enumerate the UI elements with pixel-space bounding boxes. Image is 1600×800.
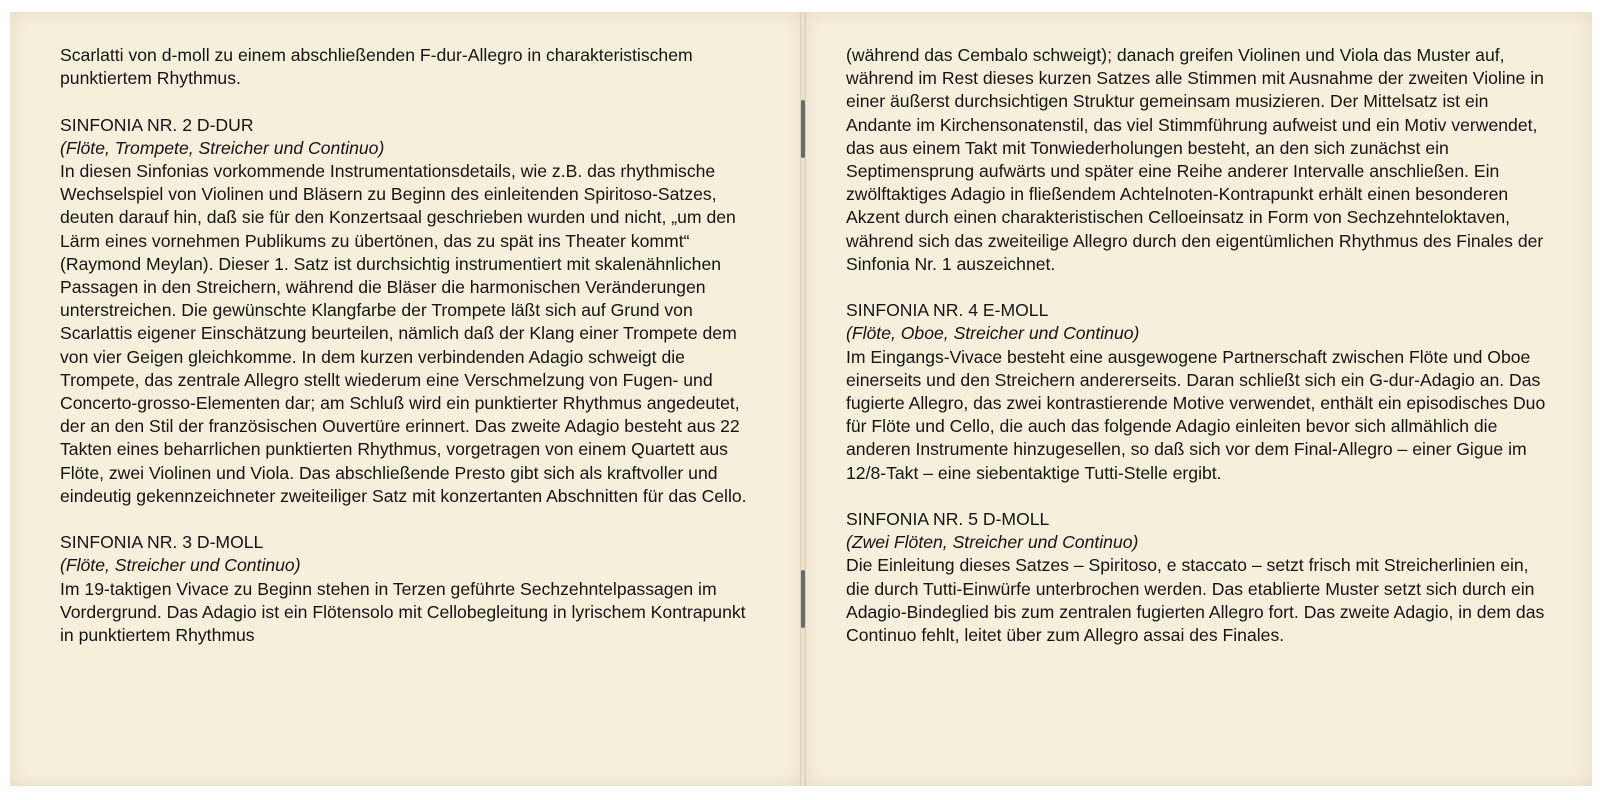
sinfonia-3-text: Im 19-taktigen Vivace zu Beginn stehen in Terzen geführte Sechzehntelpassagen im Vordergrund. Das Adagio ist ein Flötensolo mit Cellobegleitung in lyrischem Kontrapunkt in punktiertem Rhythmus (60, 578, 746, 646)
intro-paragraph: Scarlatti von d-moll zu einem abschließenden F-dur-Allegro in charakteristischem punktiertem Rhythmus. (60, 45, 693, 89)
left-column (60, 44, 760, 647)
sinfonia-5-text: Die Einleitung dieses Satzes – Spiritoso, e staccato – setzt frisch mit Streicherlinien ein, die durch Tutti-Einwürfe unterbrochen werden. Das etablierte Muster setzt sich durch ein Adagio-Bindeglied bis zum zentralen fugierten Allegro fort. Das zweite Adagio, in dem das Continuo fehlt, leitet über zum Allegro assai des Finales. (846, 555, 1545, 646)
sinfonia-2-instrumentation: (Flöte, Trompete, Streicher und Continuo) (60, 137, 385, 158)
sinfonia-3-continued-text: (während das Cembalo schweigt); danach greifen Violinen und Viola das Muster auf, während im Rest dieses kurzen Satzes alle Stimmen mit Ausnahme der zweiten Violine in einer äußerst durchsichtigen Struktur gemeinsam musizieren. Der Mittelsatz ist ein Andante im Kirchensonatenstil, das viel Stimmführung aufweist und ein Motiv verwendet, das aus einem Takt mit Tonwiederholungen besteht, an den sich zunächst ein Septimensprung aufwärts und später eine Reihe anderer Intervalle anschließen. Ein zwölftaktiges Adagio in fließendem Achtelnoten-Kontrapunkt erhält einen besonderen Akzent durch einen charakteristischen Celloeinsatz in Form von Sechzehnteloktaven, während sich das zweiteilige Allegro durch den eigentümlichen Rhythmus des Finales der Sinfonia Nr. 1 auszeichnet. (846, 45, 1544, 274)
sinfonia-5-instrumentation: (Zwei Flöten, Streicher und Continuo) (846, 532, 1139, 553)
right-column (846, 44, 1556, 647)
sinfonia-4-heading: SINFONIA NR. 4 E-MOLL (846, 300, 1049, 321)
sinfonia-4-text: Im Eingangs-Vivace besteht eine ausgewogene Partnerschaft zwischen Flöte und Oboe einerseits und den Streichern andererseits. Daran schließt sich ein G-dur-Adagio an. Das fugierte Allegro, das zwei kontrastierende Motive verwendet, enthält ein episodisches Duo für Flöte und Cello, die auch das folgende Adagio einleiten bevor sich allmählich die anderen Instrumente hinzugesellen, so daß sich vor dem Final-Allegro – einer Gigue im 12/8-Takt – eine siebentaktige Tutti-Stelle ergibt. (846, 346, 1546, 483)
sinfonia-5-heading: SINFONIA NR. 5 D-MOLL (846, 509, 1050, 530)
staple-bottom (801, 570, 805, 628)
sinfonia-2-text: In diesen Sinfonias vorkommende Instrumentationsdetails, wie z.B. das rhythmische Wechselspiel von Violinen und Bläsern zu Beginn des einleitenden Spiritoso-Satzes, deuten darauf hin, daß sie für den Konzertsaal geschrieben wurden und nicht, „um den Lärm eines vornehmen Publikums zu übertönen, das zu spät ins Theater kommt“ (Raymond Meylan). Dieser 1. Satz ist durchsichtig instrumentiert mit skalenähnlichen Passagen in den Streichern, während die Bläser die harmonischen Veränderungen unterstreichen. Die gewünschte Klangfarbe der Trompete läßt sich auf Grund von Scarlattis eigener Einschätzung beurteilen, nämlich daß der Klang einer Trompete dem von vier Geigen gleichkomme. In dem kurzen verbindenden Adagio schweigt die Trompete, das zentrale Allegro stellt wiederum eine Verschmelzung von Fugen- und Concerto-grosso-Elementen dar; am Schluß wird ein punktierter Rhythmus angedeutet, der an den Stil der französischen Ouvertüre erinnert. Das zweite Adagio besteht aus 22 Takten eines beharrlichen punktierten Rhythmus, vorgetragen von einem Quartett aus Flöte, zwei Violinen und Viola. Das abschließende Presto gibt sich als kraftvoller und eindeutig gekennzeichneter zweiteiliger Satz mit konzertanten Abschnitten für das Cello. (60, 161, 747, 506)
sinfonia-3-instrumentation: (Flöte, Streicher und Continuo) (60, 555, 301, 576)
sinfonia-3-heading: SINFONIA NR. 3 D-MOLL (60, 532, 264, 553)
sinfonia-4-instrumentation: (Flöte, Oboe, Streicher und Continuo) (846, 323, 1140, 344)
staple-top (801, 100, 805, 158)
sinfonia-2-heading: SINFONIA NR. 2 D-DUR (60, 114, 254, 135)
